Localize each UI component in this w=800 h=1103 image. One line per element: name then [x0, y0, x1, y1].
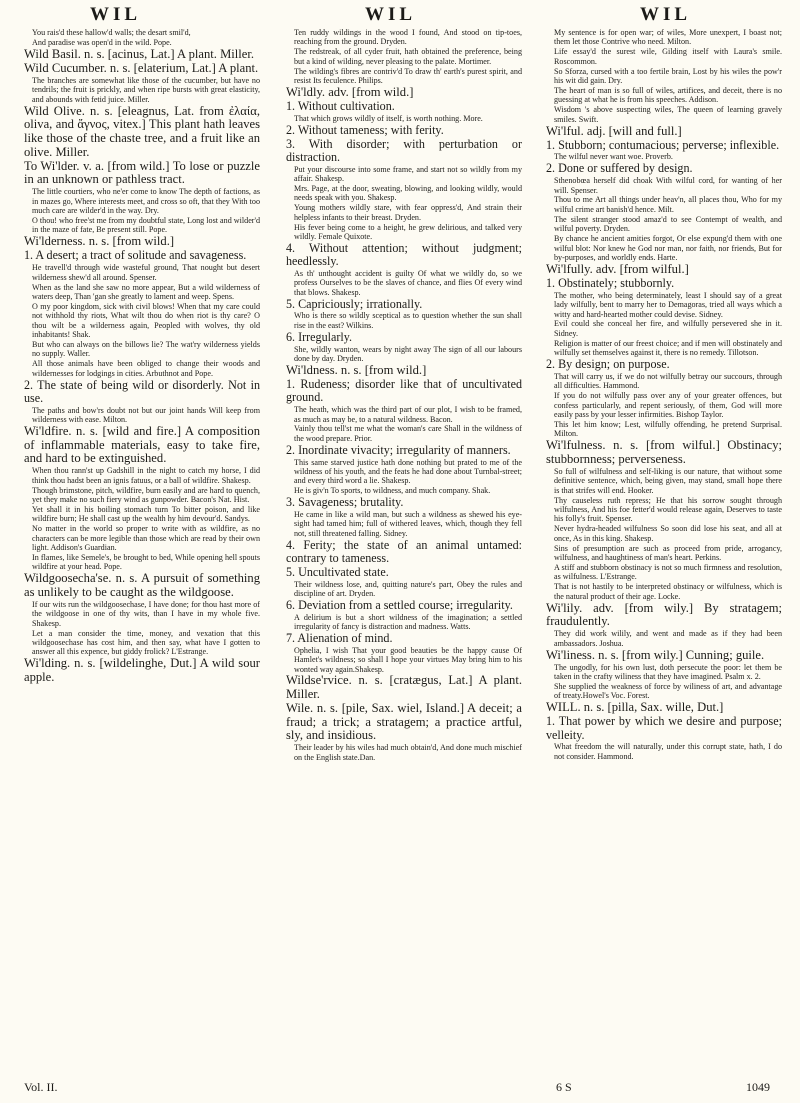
sense-definition: 4. Without attention; without judgment; heedlessly.	[286, 240, 522, 269]
signature-mark: 6 S	[556, 1080, 572, 1094]
quotation: The mother, who being determinately, least I should say of a great lady wilfully, bent to marry her to Demagoras, tried all ways which a witty and hard-hearted mother could devise. Sidney.	[554, 290, 782, 319]
quotation: The branches are somewhat like those of the cucumber, but have no tendrils; the fruit is prickly, and when ripe bursts with great elasticity, and abounds with fetid juice. Miller.	[32, 76, 260, 104]
quotation: As th' unthought accident is guilty Of what we wildly do, so we profess Ourselves to be the slaves of chance, and flies Of every wind that blows. Shakesp.	[294, 268, 522, 297]
sense-definition: 2. By design; on purpose.	[546, 357, 670, 372]
sense-definition: 2. The state of being wild or disorderly. Not in use.	[24, 377, 260, 405]
quotation: She, wildly wanton, wears by night away The sign of all our labours done by day. Dryden.	[294, 344, 522, 363]
headword-entry: Wi'lily. adv. [from wily.] By stratagem; fraudulently.	[546, 600, 782, 629]
quotation: You rais'd these hallow'd walls; the desart smil'd,	[32, 28, 191, 37]
headword-entry: Wi'liness. n. s. [from wily.] Cunning; guile.	[546, 647, 765, 662]
quotation: Sthenobœa herself did choak With wilful cord, for wanting of her will. Spenser.	[554, 176, 782, 195]
quotation: The wilful never want woe. Proverb.	[554, 152, 673, 162]
quotation: She supplied the weakness of force by wiliness of art, and advantage of treaty.Howel's Voc. Forest.	[554, 681, 782, 701]
sense-definition: 6. Irregularly.	[286, 329, 353, 344]
headword-entry: Wi'ldness. n. s. [from wild.]	[286, 362, 427, 377]
headword-entry: Wi'lfulness. n. s. [from wilful.] Obstinacy; stubbornness; perverseness.	[546, 438, 782, 466]
quotation: No matter in the world so proper to write with as wildfire, as no characters can be more legible than those which are read by their own light. Addison's Guardian.	[32, 524, 260, 553]
quotation: Ten ruddy wildings in the wood I found, And stood on tip-toes, reaching from the ground. Dryden.	[294, 28, 522, 47]
headword-entry: WILL. n. s. [pilla, Sax. wille, Dut.]	[546, 700, 724, 715]
quotation: When thou rann'st up Gadshill in the night to catch my horse, I did think thou hadst been an ignis fatuus, or a ball of wildfire. Shakesp.	[32, 466, 260, 485]
quotation: Sins of presumption are such as proceed from pride, arrogancy, wilfulness, and haughtiness of man's heart. Perkins.	[554, 543, 782, 563]
quotation: In flames, like Semele's, be brought to bed, While opening hell spouts wildfire at your head. Pope.	[32, 552, 260, 572]
quotation: If our wits run the wildgoosechase, I have done; for thou hast more of the wildgoose in one of thy wits, than I have in my whole five. Shakesp.	[32, 599, 260, 628]
header-left: WIL	[90, 4, 142, 25]
headword-entry: To Wi'lder. v. a. [from wild.] To lose or puzzle in an unknown or pathless tract.	[24, 158, 260, 187]
headword-entry: Wild Cucumber. n. s. [elaterium, Lat.] A plant.	[24, 60, 259, 75]
quotation: Young mothers wildly stare, with fear oppress'd, And strain their helpless infants to their breast. Dryden.	[294, 203, 522, 222]
quotation: He travell'd through wide wasteful ground, That nought but desert wilderness shew'd all around. Spenser.	[32, 263, 260, 282]
quotation: That which grows wildly of itself, is worth nothing. More.	[294, 113, 483, 123]
volume-label: Vol. II.	[24, 1080, 58, 1094]
sense-definition: 6. Deviation from a settled course; irregularity.	[286, 597, 513, 612]
quotation: His fever being come to a height, he grew delirious, and talked very wildly. Female Quixote.	[294, 222, 522, 241]
column-middle	[286, 28, 522, 763]
headword-entry: Wi'lful. adj. [will and full.]	[546, 123, 682, 138]
quotation: This let him know; Lest, wilfully offending, he pretend Surprisal. Milton.	[554, 419, 782, 439]
sense-definition: 5. Uncultivated state.	[286, 564, 389, 579]
quotation: Yet shall it in his boiling stomach turn To bitter poison, and like wildfire burn; He shall cast up the wealth hy him devour'd. Sandys.	[32, 504, 260, 524]
headword-entry: Wildgoosecha'se. n. s. A pursuit of something as unlikely to be caught as the wildgoose.	[24, 571, 260, 599]
quotation: Thy causeless ruth repress; He that his sorrow sought through wilfulness, And his foe fetter'd would release again, Deserves to taste his folly's fruit. Spenser.	[554, 495, 782, 524]
sense-definition: 3. With disorder; with perturbation or distraction.	[286, 136, 522, 164]
quotation: This same starved justice hath done nothing but prated to me of the wildness of his youth, and the feats he had done about Turnbal-street; and every third word a lie. Shakesp.	[294, 457, 522, 486]
headword-entry: Wi'lfully. adv. [from wilful.]	[546, 261, 689, 276]
quotation: Though brimstone, pitch, wildfire, burn easily and are hard to quench, yet they make no such fiery wind as gunpowder. Bacon's Nat. Hist.	[32, 485, 260, 504]
headword-entry: Wile. n. s. [pile, Sax. wiel, Island.] A deceit; a fraud; a trick; a stratagem; a practice artful, sly, and insidious.	[286, 701, 522, 743]
sense-definition: 1. Stubborn; contumacious; perverse; inflexible.	[546, 137, 780, 152]
quotation: What freedom the will naturally, under this corrupt state, hath, I do not consider. Hammond.	[554, 742, 782, 761]
quotation: Wisdom 's above suspecting wiles, The queen of learning gravely smiles. Swift.	[554, 105, 782, 124]
quotation: So Sforza, cursed with a too fertile brain, Lost by his wiles the pow'r his wit did gain. Dry.	[554, 66, 782, 86]
quotation: When as the land she saw no more appear, But a wild wilderness of waters deep, Than 'gan she greatly to lament and weep. Spens.	[32, 282, 260, 301]
headword-entry: Wi'lderness. n. s. [from wild.]	[24, 234, 175, 249]
sense-definition: 1. A desert; a tract of solitude and savageness.	[24, 248, 247, 263]
quotation: Mrs. Page, at the door, sweating, blowing, and looking wildly, would needs speak with you. Shakesp.	[294, 183, 522, 203]
headword-entry: Wild Basil. n. s. [acinus, Lat.] A plant. Miller.	[24, 46, 255, 61]
quotation: That is not hastily to be interpreted obstinacy or wilfulness, which is the natural product of their age. Locke.	[554, 582, 782, 601]
quotation: All those animals have been obliged to change their woods and wildernesses for lodgings in cities. Arbuthnot and Pope.	[32, 359, 260, 378]
quotation: But who can always on the billows lie? The wat'ry wilderness yields no supply. Waller.	[32, 339, 260, 359]
quotation: Life essay'd the surest wile, Gilding itself with Laura's smile. Roscommon.	[554, 47, 782, 66]
quotation: Religion is matter of our freest choice; and if men will obstinately and wilfully set themselves against it, there is no remedy. Tillotson.	[554, 338, 782, 358]
page-number: 1049	[746, 1080, 770, 1094]
quotation: Thou to me Art all things under heav'n, all places thou, Who for my wilful crime art banish'd hence. Milt.	[554, 195, 782, 214]
sense-definition: 2. Without tameness; with ferity.	[286, 122, 444, 137]
headword-entry: Wi'lding. n. s. [wildelinghe, Dut.] A wild sour apple.	[24, 656, 260, 684]
quotation: Never hydra-headed wilfulness So soon did lose his seat, and all at once, As in this king. Shakesp.	[554, 524, 782, 543]
quotation: O my poor kingdom, sick with civil blows! When that my care could not withhold thy riots, What wilt thou do when riot is thy care? O thou wilt be a wilderness again, Peopled with wolves, thy old inhabitants! Shak.	[32, 301, 260, 340]
quotation: If you do not wilfully pass over any of your greater offences, but confess particularly, and repent seriously, of them, God will more easily pass by your lesser infirmities. Bishop Taylor.	[554, 391, 782, 419]
quotation: Who is there so wildly sceptical as to question whether the sun shall rise in the east? Wilkins.	[294, 311, 522, 330]
sense-definition: 1. That power by which we desire and purpose; velleity.	[546, 714, 782, 742]
sense-definition: 1. Rudeness; disorder like that of uncultivated ground.	[286, 377, 522, 405]
quotation: That will carry us, if we do not wilfully betray our succours, through all difficulties. Hammond.	[554, 371, 782, 391]
quotation: Vainly thou tell'st me what the woman's care Shall in the wildness of the wood prepare. Prior.	[294, 424, 522, 443]
sense-definition: 2. Inordinate vivacity; irregularity of manners.	[286, 442, 511, 457]
column-right	[546, 28, 782, 762]
quotation: They did work wilily, and went and made as if they had been ambassadors. Joshua.	[554, 629, 782, 648]
quotation: A stiff and stubborn obstinacy is not so much firmness and resolution, as wilfulness. L'Estrange.	[554, 562, 782, 582]
quotation: Their leader by his wiles had much obtain'd, And done much mischief on the English state.Dan.	[294, 743, 522, 762]
quotation: Ophelia, I wish That your good beauties be the happy cause Of Hamlet's wildness; so shall I hope your virtues May bring him to his wonted way again.Shakesp.	[294, 645, 522, 674]
quotation: The silent stranger stood amaz'd to see Contempt of wealth, and wilful poverty. Dryden.	[554, 214, 782, 234]
quotation: The ungodly, for his own lust, doth persecute the poor: let them be taken in the crafty wiliness that they have imagined. Psalm x. 2.	[554, 662, 782, 682]
quotation: O thou! who free'st me from my doubtful state, Long lost and wilder'd in the maze of fate, Be present still. Pope.	[32, 216, 260, 235]
headword-entry: Wi'ldfire. n. s. [wild and fire.] A composition of inflammable materials, easy to take fire, and hard to be extinguished.	[24, 423, 260, 466]
headword-entry: Wild Olive. n. s. [eleagnus, Lat. from ἐλαία, oliva, and ἄγνος, vitex.] This plant hath leaves like those of the chaste tree, and a fruit like an olive. Miller.	[24, 103, 260, 159]
quotation: Evil could she conceal her fire, and wilfully persevered she in it. Sidney.	[554, 319, 782, 338]
quotation: Their wildness lose, and, quitting nature's part, Obey the rules and discipline of art. Dryden.	[294, 579, 522, 598]
quotation: The heath, which was the third part of our plot, I wish to be framed, as much as may be, to a natural wildness. Bacon.	[294, 405, 522, 424]
sense-definition: 4. Ferity; the state of an animal untamed: contrary to tameness.	[286, 537, 522, 565]
headword-entry: Wi'ldly. adv. [from wild.]	[286, 84, 414, 99]
sense-definition: 7. Alienation of mind.	[286, 630, 393, 645]
sense-definition: 3. Savageness; brutality.	[286, 495, 404, 510]
quotation: Let a man consider the time, money, and vexation that this wildgoosechase has cost him, and then say, what have I gotten to answer all this expence, but giddy frolick? L'Estrange.	[32, 628, 260, 657]
quotation: My sentence is for open war; of wiles, More unexpert, I boast not; them let those Contrive who need. Milton.	[554, 28, 782, 47]
quotation: By chance he ancient amities forgot, Or else expung'd them with one wilful blot: Nor knew he God nor man, nor faith, nor friends, But for by-purposes, and worldly ends. Harte.	[554, 234, 782, 262]
page-footer	[24, 1080, 776, 1100]
quotation: The heart of man is so full of wiles, artifices, and deceit, there is no guessing at what he is from his speeches. Addison.	[554, 85, 782, 105]
quotation: He is giv'n To sports, to wildness, and much company. Shak.	[294, 486, 491, 496]
column-left	[24, 28, 260, 685]
quotation: The little courtiers, who ne'er come to know The depth of factions, as in mazes go, Where interests meet, and cross so oft, that they With too much care are wilder'd in the way. Dry.	[32, 187, 260, 216]
header-center: WIL	[365, 4, 417, 25]
sense-definition: 1. Obstinately; stubbornly.	[546, 275, 675, 290]
quotation: A delirium is but a short wildness of the imagination; a settled irregularity of fancy is distraction and madness. Watts.	[294, 612, 522, 632]
quotation: And paradise was open'd in the wild. Pope.	[32, 37, 172, 47]
quotation: The paths and bow'rs doubt not but our joint hands Will keep from wilderness with ease. Milton.	[32, 405, 260, 425]
sense-definition: 2. Done or suffered by design.	[546, 161, 693, 176]
header-right: WIL	[640, 4, 692, 25]
quotation: The redstreak, of all cyder fruit, hath obtained the preference, being but a kind of wilding, never pleasing to the palate. Mortimer.	[294, 47, 522, 66]
headword-entry: Wildse'rvice. n. s. [cratægus, Lat.] A plant. Miller.	[286, 673, 522, 702]
quotation: The wilding's fibres are contriv'd To draw th' earth's purest spirit, and resist Its feculence. Philips.	[294, 66, 522, 86]
quotation: Put your discourse into some frame, and start not so wildly from my affair. Shakesp.	[294, 164, 522, 184]
quotation: So full of wilfulness and self-liking is our nature, that without some definitive sentence, which, being given, may stand, small hope there is that strifes will end. Hooker.	[554, 466, 782, 495]
sense-definition: 1. Without cultivation.	[286, 99, 395, 114]
running-header	[0, 0, 800, 28]
sense-definition: 5. Capriciously; irrationally.	[286, 296, 423, 311]
quotation: He came in like a wild man, but such a wildness as shewed his eye-sight had tamed him; full of withered leaves, which, though they fell not, still threatened falling. Sidney.	[294, 509, 522, 538]
